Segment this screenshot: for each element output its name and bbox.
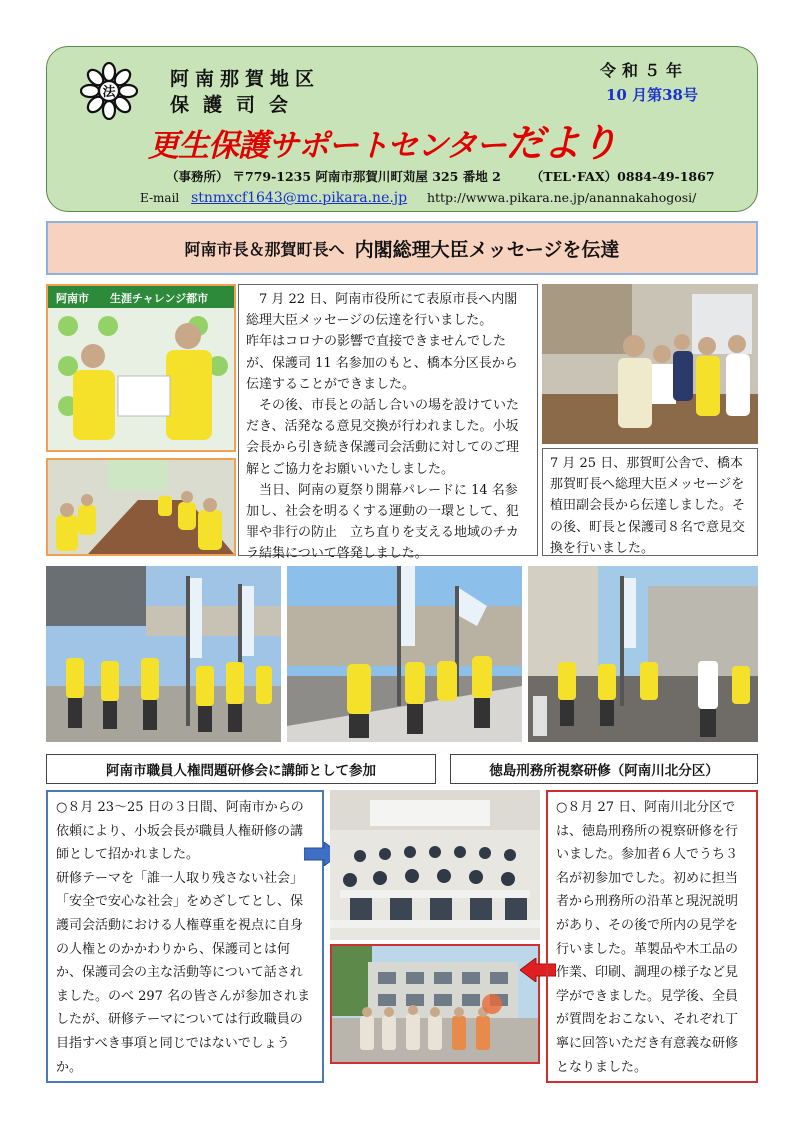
sign-challenge-city: 生涯チャレンジ都市 (110, 292, 209, 305)
article-anan-text (238, 284, 538, 562)
hogoshi-logo-icon (80, 62, 138, 120)
photo-anan-meeting (46, 458, 236, 556)
article-anan-para1: 7 月 22 日、阿南市役所にて表原市長へ内閣総理大臣メッセージの伝達を行いました。 (246, 292, 518, 329)
photo-naka-town-handover (542, 284, 758, 444)
office-address: 〒779-1235 阿南市那賀川町苅屋 325 番地 2 (232, 169, 501, 184)
section-heading-human-rights: 阿南市職員人権問題研修会に講師として参加 (46, 754, 436, 784)
headline-prefix: 阿南市長＆那賀町長へ (184, 239, 345, 259)
newsletter-title-main: 更生保護サポートセンター (148, 128, 506, 164)
sign-anan-city: 阿南市 (56, 292, 89, 305)
human-rights-para2: 研修テーマを「誰一人取り残さない社会」「安全で安心な社会」をめざしてとし、保護司会活動における人権尊重を視点に自身の人権とのかかわりから、保護司とは何か、保護司会の主な活動等について話されました。のべ 297 名の皆さんが参加されましたが、研修テーマについては行政職員の目指すべき事項と同じではないでしょうか。 (56, 870, 311, 1075)
article-anan-para4: 当日、阿南の夏祭り開幕パレードに 14 名参加し、社会を明るくする運動の一環として、犯罪や非行の防止 立ち直りを支える地域のチカラ結集について啓発しました。 (246, 482, 519, 562)
website-link[interactable]: http://wwwa.pikara.ne.jp/anannakahogosi/ (426, 190, 697, 205)
photo-parade-1 (46, 566, 281, 742)
office-label: （事務所） (166, 169, 229, 184)
article-naka-text (542, 448, 758, 556)
newsletter-title (148, 112, 617, 167)
headline-banner (46, 221, 758, 275)
contact-row (140, 190, 696, 206)
org-name-line2: 保護司会 (170, 94, 303, 116)
org-name-line1: 阿南那賀地区 (170, 68, 321, 90)
photo-parade-3 (528, 566, 758, 742)
article-naka-para: 7 月 25 日、那賀町公舎で、橋本那賀町長へ総理大臣メッセージを植田副会長から伝達しました。その後、町長と保護司８名で意見交換を行いました。 (550, 456, 746, 556)
section-heading-prison-visit: 徳島刑務所視察研修（阿南川北分区） (450, 754, 758, 784)
email-label: E-mail (140, 191, 180, 205)
photo-prison-visit (330, 944, 540, 1064)
headline-title: 内閣総理大臣メッセージを伝達 (354, 238, 620, 261)
article-anan-para3: その後、市長との話し合いの場を設けていただき、活発なる意見交換が行われました。小坂会長から引き続き保護司会活動に対してのご理解とご協力をお願いいたしました。 (246, 398, 520, 477)
photo-seminar (330, 790, 540, 940)
photo-parade-2 (287, 566, 522, 742)
prison-visit-para1: ○８月 27 日、阿南川北分区では、徳島刑務所の視察研修を行いました。参加者６人でうち３名が初参加でした。初めに担当者から刑務所の沿革と現況説明があり、その後で所内の見学を行いました。革製品や木工品の作業、印刷、調理の様子など見学ができました。見学後、全員が質問をおこない、それぞれ丁寧に回答いただき有意義な研修となりました。 (556, 800, 739, 1075)
article-anan-para2: 昨年はコロナの影響で直接できませんでしたが、保護司 11 名参加のもと、橋本分区長から伝達することができました。 (246, 334, 518, 392)
era-year: 令和５年 (600, 61, 689, 80)
newsletter-title-suffix: だより (505, 120, 617, 165)
logo-mark: 法 (102, 85, 116, 100)
email-link[interactable]: stnmxcf1643@mc.pikara.ne.jp (191, 190, 408, 206)
human-rights-para1: ○８月 23～25 日の３日間、阿南市からの依頼により、小坂会長が職員人権研修の講師として招かれました。 (56, 800, 304, 863)
issue-number: 10 月第38号 (606, 86, 698, 104)
article-prison-visit-text (546, 790, 758, 1083)
office-info (166, 167, 715, 185)
article-human-rights-text (46, 790, 324, 1083)
photo-anan-mayor-handover (46, 284, 236, 452)
tel-fax: （TEL･FAX）0884-49-1867 (530, 169, 715, 184)
